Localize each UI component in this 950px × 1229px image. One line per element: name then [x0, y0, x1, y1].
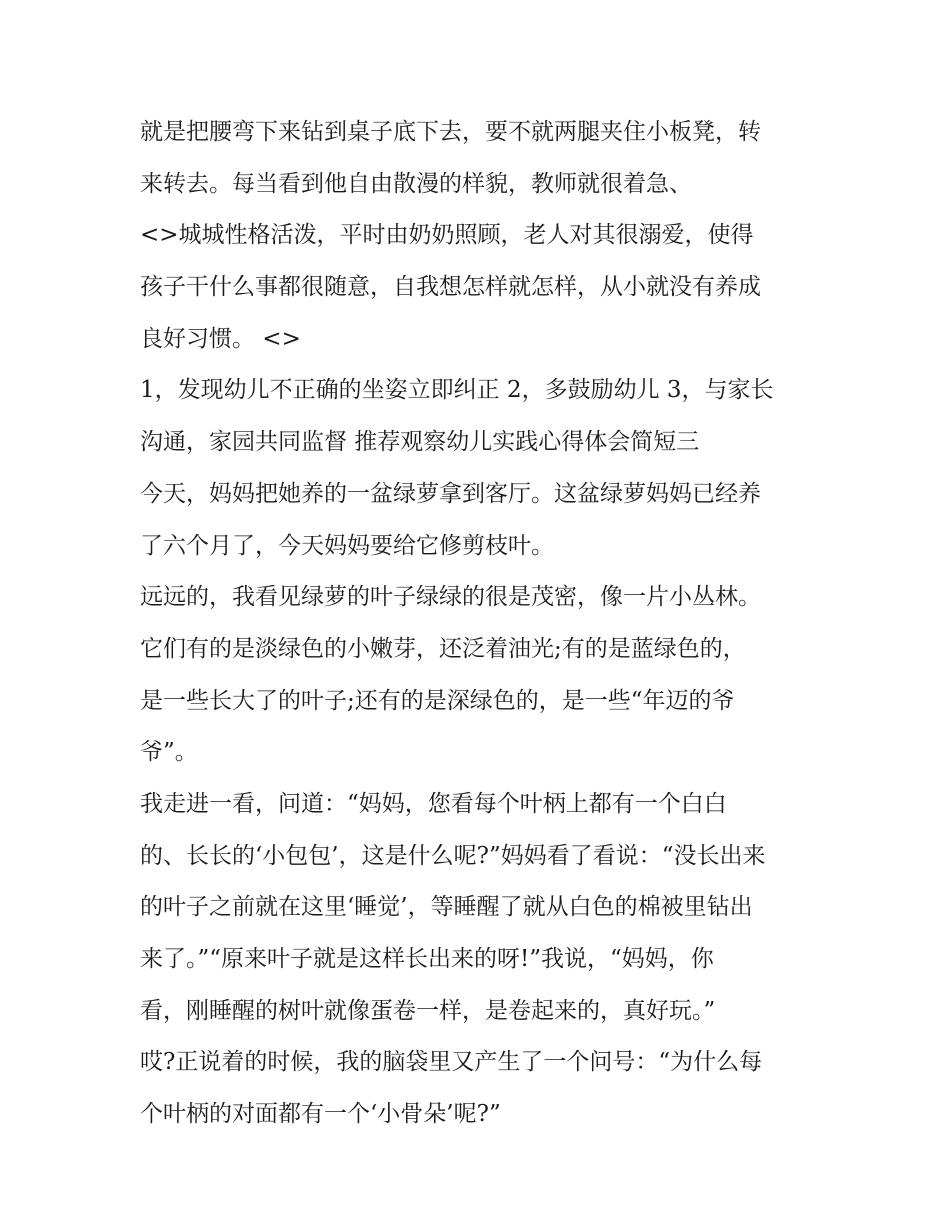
text-line-5: 良好习惯。 <> — [140, 325, 301, 352]
document-body — [140, 107, 820, 1141]
text-line-6: 1，发现幼儿不正确的坐姿立即纠正 2，多鼓励幼儿 3，与家长 — [140, 377, 774, 404]
text-line-11: 它们有的是淡绿色的小嫩芽，还泛着油光;有的是蓝绿色的， — [140, 635, 746, 662]
text-line-17: 来了。”“原来叶子就是这样长出来的呀!”我说，“妈妈，你 — [140, 946, 714, 972]
text-line-16: 的叶子之前就在这里‘睡觉’，等睡醒了就从白色的棉被里钻出 — [140, 894, 753, 921]
text-line-3: <>城城性格活泼，平时由奶奶照顾，老人对其很溺爱，使得 — [140, 222, 754, 249]
text-line-12: 是一些长大了的叶子;还有的是深绿色的，是一些“年迈的爷 — [140, 687, 735, 714]
text-line-14: 我走进一看，问道：“妈妈，您看每个叶柄上都有一个白白 — [140, 790, 727, 817]
text-line-19: 哎?正说着的时候，我的脑袋里又产生了一个问号：“为什么每 — [140, 1049, 763, 1076]
text-line-20: 个叶柄的对面都有一个‘小骨朵’呢?” — [140, 1101, 501, 1128]
text-line-15: 的、长长的‘小包包’，这是什么呢?”妈妈看了看说：“没长出来 — [140, 842, 766, 869]
text-line-7: 沟通，家园共同监督 推荐观察幼儿实践心得体会简短三 — [140, 429, 700, 456]
text-line-9: 了六个月了，今天妈妈要给它修剪枝叶。 — [140, 532, 554, 559]
text-line-13: 爷”。 — [140, 739, 198, 766]
text-line-8: 今天，妈妈把她养的一盆绿萝拿到客厅。这盆绿萝妈妈已经养 — [140, 480, 761, 507]
text-line-10: 远远的，我看见绿萝的叶子绿绿的很是茂密，像一片小丛林。 — [140, 584, 761, 611]
text-line-1: 就是把腰弯下来钻到桌子底下去，要不就两腿夹住小板凳，转 — [140, 119, 761, 145]
text-line-4: 孩子干什么事都很随意，自我想怎样就怎样，从小就没有养成 — [140, 274, 761, 301]
text-line-2: 来转去。每当看到他自由散漫的样貌，教师就很着急、 — [140, 170, 692, 197]
text-line-18: 看，刚睡醒的树叶就像蛋卷一样，是卷起来的，真好玩。” — [140, 997, 716, 1024]
